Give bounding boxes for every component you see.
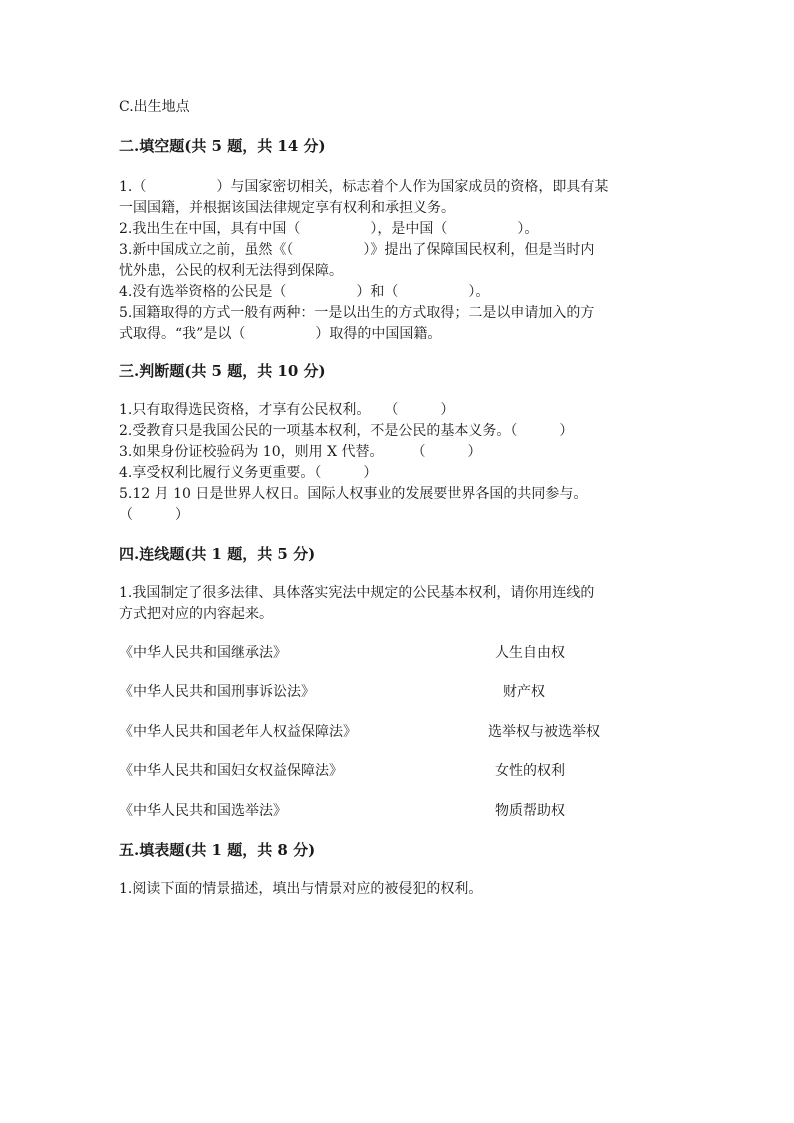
fill-blank-line: 1.（ ）与国家密切相关，标志着个人作为国家成员的资格，即具有某	[119, 179, 609, 195]
fill-blank-line: 忧外患，公民的权利无法得到保障。	[119, 263, 343, 279]
matching-law-item: 《中华人民共和国选举法》	[119, 803, 287, 819]
matching-law-item: 《中华人民共和国妇女权益保障法》	[119, 763, 343, 779]
matching-intro-line: 方式把对应的内容起来。	[119, 606, 273, 622]
fill-blank-line: 4.没有选举资格的公民是（ ）和（ ）。	[119, 284, 490, 300]
section-heading-matching: 四.连线题(共 1 题，共 5 分)	[119, 545, 316, 563]
matching-right-item: 选举权与被选举权	[488, 724, 600, 740]
fill-table-line: 1.阅读下面的情景描述，填出与情景对应的被侵犯的权利。	[119, 881, 483, 897]
true-false-line: 2.受教育只是我国公民的一项基本权利，不是公民的基本义务。（ ）	[119, 423, 574, 439]
fill-blank-line: 式取得。“我”是以（ ）取得的中国国籍。	[119, 326, 442, 342]
fill-blank-line: 2.我出生在中国，具有中国（ ），是中国（ ）。	[119, 221, 539, 237]
fill-blank-line: 一国国籍，并根据该国法律规定享有权利和承担义务。	[119, 200, 455, 216]
true-false-line: 3.如果身份证校验码为 10，则用 X 代替。 （ ）	[119, 444, 482, 460]
true-false-line: 5.12 月 10 日是世界人权日。国际人权事业的发展要世界各国的共同参与。	[119, 486, 588, 502]
true-false-line: （ ）	[119, 507, 189, 523]
matching-right-item: 人生自由权	[495, 645, 565, 661]
matching-right-item: 物质帮助权	[495, 803, 565, 819]
fill-blank-line: 3.新中国成立之前，虽然《（ ）》提出了保障国民权利，但是当时内	[119, 242, 595, 258]
section-heading-fill-blank: 二.填空题(共 5 题，共 14 分)	[119, 137, 326, 155]
matching-right-item: 财产权	[503, 684, 545, 700]
matching-law-item: 《中华人民共和国继承法》	[119, 645, 287, 661]
fill-blank-line: 5.国籍取得的方式一般有两种：一是以出生的方式取得；二是以申请加入的方	[119, 305, 595, 321]
section-heading-true-false: 三.判断题(共 5 题，共 10 分)	[119, 362, 326, 380]
true-false-line: 1.只有取得选民资格，才享有公民权利。 （ ）	[119, 402, 455, 418]
true-false-line: 4.享受权利比履行义务更重要。（ ）	[119, 465, 378, 481]
previous-option-c: C.出生地点	[119, 99, 190, 115]
matching-right-item: 女性的权利	[495, 763, 565, 779]
matching-law-item: 《中华人民共和国老年人权益保障法》	[119, 724, 357, 740]
matching-intro-line: 1.我国制定了很多法律、具体落实宪法中规定的公民基本权利，请你用连线的	[119, 585, 595, 601]
section-heading-fill-table: 五.填表题(共 1 题，共 8 分)	[119, 841, 316, 859]
matching-law-item: 《中华人民共和国刑事诉讼法》	[119, 684, 315, 700]
